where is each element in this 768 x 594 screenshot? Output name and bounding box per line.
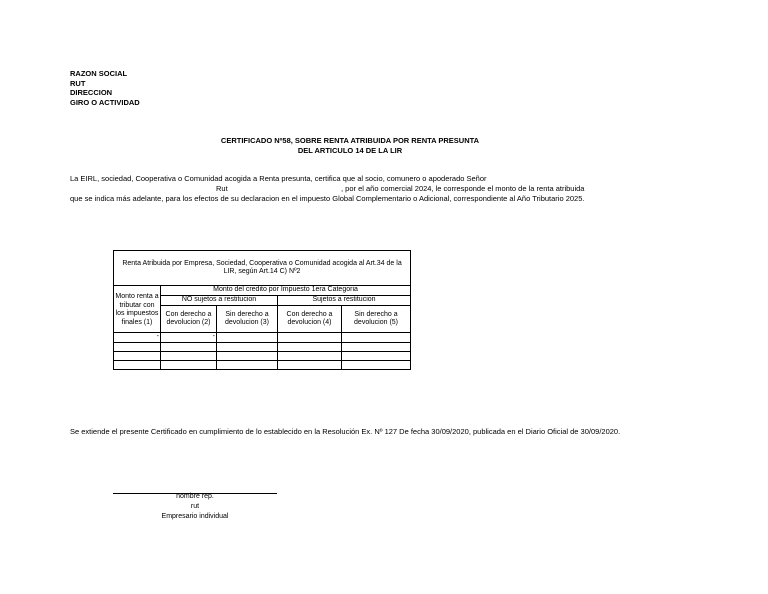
- table-cell: [161, 342, 217, 351]
- body-text-line3: que se indica más adelante, para los efectos de su declaracion en el impuesto Global Complementario o Adicional, correspondiente al Año Tributario 2025.: [70, 194, 585, 203]
- certificate-title-line2: DEL ARTICULO 14 DE LA LIR: [297, 146, 403, 155]
- subheader-col4: Con derecho a devolucion (4): [278, 306, 342, 333]
- table-cell: [278, 360, 342, 369]
- subheader-col3: Sin derecho a devolucion (3): [217, 306, 278, 333]
- table-cell: [217, 333, 278, 343]
- body-text-line1: La EIRL, sociedad, Cooperativa o Comunidad acogida a Renta presunta, certifica que al socio, comunero o apoderado Señor: [70, 174, 487, 183]
- table-cell: [114, 351, 161, 360]
- table-row: [114, 342, 411, 351]
- table-header-row: [114, 286, 411, 296]
- certificate-title-line1: CERTIFICADO Nº58, SOBRE RENTA ATRIBUIDA POR RENTA PRESUNTA: [220, 136, 480, 145]
- body-rut-label: Rut: [216, 184, 228, 193]
- table-cell: [217, 342, 278, 351]
- signature-role: Empresario individual: [161, 513, 229, 520]
- table-caption: Renta Atribuida por Empresa, Sociedad, Cooperativa o Comunidad acogida al Art.34 de la LIR, según Art.14 C) Nº2: [114, 251, 411, 286]
- footer-legal-text: Se extiende el presente Certificado en cumplimiento de lo establecido en la Resolución Ex. Nº 127 De fecha 30/09/2020, publicada en el Diario Oficial de 30/09/2020.: [70, 427, 621, 436]
- table-cell: [161, 360, 217, 369]
- table-cell: [342, 360, 411, 369]
- table-cell: [217, 351, 278, 360]
- direccion-label: DIRECCION: [70, 88, 113, 97]
- table-cell: [278, 333, 342, 343]
- no-sujetos-header: NO sujetos a restitucion: [161, 296, 278, 306]
- group-header: Monto del credito por Impuesto 1era Categoria: [161, 286, 411, 296]
- table-row: [114, 351, 411, 360]
- table-caption-row: [114, 251, 411, 286]
- table-cell: [114, 360, 161, 369]
- table-cell: [342, 351, 411, 360]
- rut-label: RUT: [70, 79, 86, 88]
- col1-header: Monto renta a tributar con los impuestos finales (1): [114, 286, 161, 333]
- body-text-line2: , por el año comercial 2024, le corresponde el monto de la renta atribuida: [341, 184, 585, 193]
- sujetos-header: Sujetos a restitucion: [278, 296, 411, 306]
- table-row: [114, 360, 411, 369]
- subheader-col5: Sin derecho a devolucion (5): [342, 306, 411, 333]
- certificate-table: [113, 250, 411, 370]
- giro-label: GIRO O ACTIVIDAD: [70, 98, 140, 107]
- razon-social-label: RAZON SOCIAL: [70, 69, 128, 78]
- signature-rut: rut: [190, 503, 200, 510]
- subheader-col2: Con derecho a devolucion (2): [161, 306, 217, 333]
- table-cell: -: [114, 333, 161, 343]
- signature-name: nombre rep.: [176, 493, 214, 500]
- table-cell: [161, 351, 217, 360]
- table-row: [114, 333, 411, 343]
- table-cell: [217, 360, 278, 369]
- table-cell: [278, 351, 342, 360]
- table-cell: [114, 342, 161, 351]
- table-cell: [342, 333, 411, 343]
- table-cell: -: [161, 333, 217, 343]
- table-cell: [342, 342, 411, 351]
- table-cell: [278, 342, 342, 351]
